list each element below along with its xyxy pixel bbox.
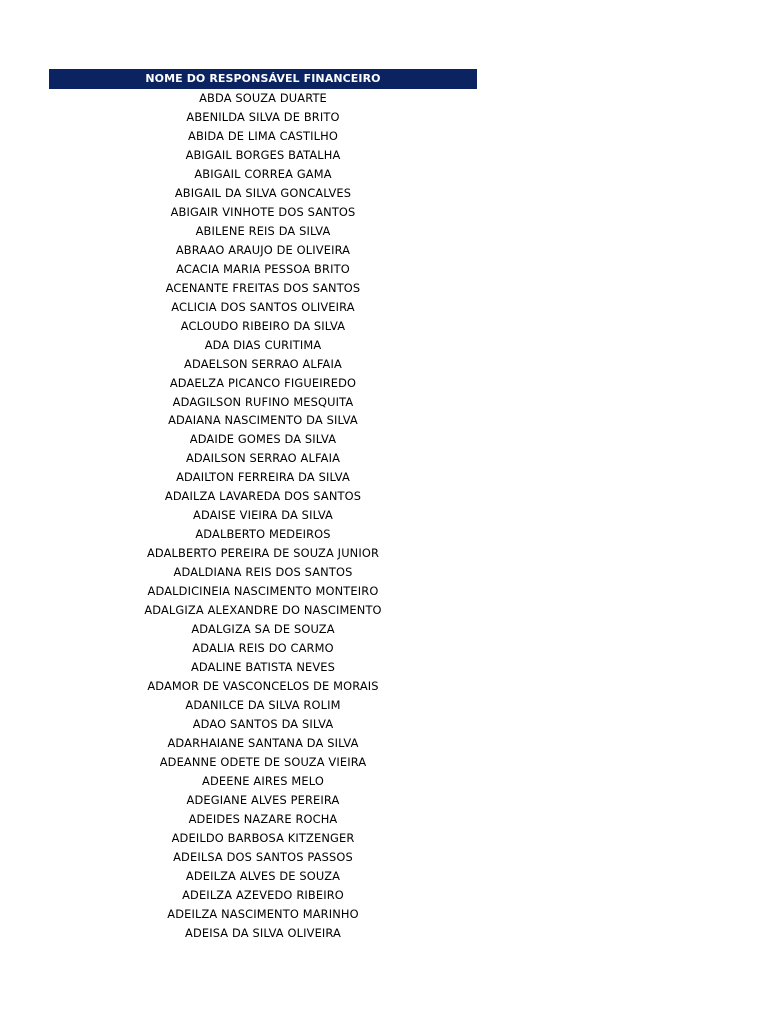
table-row[interactable]: ACLOUDO RIBEIRO DA SILVA [180,318,346,333]
table-row[interactable]: ADAELZA PICANCO FIGUEIREDO [169,375,357,390]
table-row[interactable]: ADAILSON SERRAO ALFAIA [185,451,341,466]
table-row[interactable]: ADEENE AIRES MELO [202,773,324,788]
table-row[interactable]: ACENANTE FREITAS DOS SANTOS [165,280,361,295]
table-row[interactable]: ADAELSON SERRAO ALFAIA [184,356,342,371]
table-row[interactable]: ADEILZA NASCIMENTO MARINHO [167,906,359,921]
table-row[interactable]: ADAILTON FERREIRA DA SILVA [176,470,350,485]
table-row[interactable]: ADANILCE DA SILVA ROLIM [185,698,341,712]
table-row[interactable]: ABDA SOUZA DUARTE [199,91,327,105]
table-row[interactable]: ADALINE BATISTA NEVES [190,660,336,675]
table-row[interactable]: ADAO SANTOS DA SILVA [192,716,334,731]
table-row[interactable]: ADALBERTO PEREIRA DE SOUZA JUNIOR [146,546,380,561]
table-row[interactable]: ACLICIA DOS SANTOS OLIVEIRA [171,299,355,314]
table-row[interactable]: ADEGIANE ALVES PEREIRA [186,792,340,807]
table-row[interactable]: ADARHAIANE SANTANA DA SILVA [167,735,359,750]
table-row[interactable]: ACACIA MARIA PESSOA BRITO [176,261,350,276]
name-list [49,89,477,943]
table-row[interactable]: ABRAAO ARAUJO DE OLIVEIRA [175,242,351,257]
table-row[interactable]: ADAIANA NASCIMENTO DA SILVA [168,413,358,428]
column-header[interactable]: NOME DO RESPONSÁVEL FINANCEIRO [49,69,477,89]
table-row[interactable]: ADEIDES NAZARE ROCHA [188,811,338,826]
table-row[interactable]: ADAGILSON RUFINO MESQUITA [172,394,354,409]
table-row[interactable]: ABIGAIL CORREA GAMA [194,166,332,181]
table-row[interactable]: ABIGAIR VINHOTE DOS SANTOS [170,204,356,219]
table-row[interactable]: ADEILZA ALVES DE SOUZA [185,868,341,883]
table-row[interactable]: ABIDA DE LIMA CASTILHO [188,128,338,143]
table-row[interactable]: ADALIA REIS DO CARMO [192,641,334,656]
table-row[interactable]: ADEISA DA SILVA OLIVEIRA [185,925,341,940]
table-row[interactable]: ADAMOR DE VASCONCELOS DE MORAIS [147,679,379,694]
table-row[interactable]: ADALGIZA ALEXANDRE DO NASCIMENTO [144,603,382,618]
table-row[interactable]: ADAISE VIEIRA DA SILVA [193,508,333,523]
table-row[interactable]: ADEILZA AZEVEDO RIBEIRO [182,887,344,902]
table-row[interactable]: ADEILDO BARBOSA KITZENGER [171,830,355,845]
table-row[interactable]: ADA DIAS CURITIMA [204,337,322,352]
table-row[interactable]: ADALBERTO MEDEIROS [195,527,331,542]
spreadsheet-table [49,69,477,943]
table-row[interactable]: ADALGIZA SA DE SOUZA [191,622,335,637]
table-row[interactable]: ADEANNE ODETE DE SOUZA VIEIRA [159,754,367,769]
table-row[interactable]: ADAIDE GOMES DA SILVA [189,432,337,447]
table-row[interactable]: ABILENE REIS DA SILVA [195,223,331,238]
table-row[interactable]: ADAILZA LAVAREDA DOS SANTOS [164,489,362,504]
table-row[interactable]: ABENILDA SILVA DE BRITO [186,109,340,124]
table-row[interactable]: ADEILSA DOS SANTOS PASSOS [173,849,353,864]
table-row[interactable]: ADALDICINEIA NASCIMENTO MONTEIRO [147,584,379,599]
table-row[interactable]: ADALDIANA REIS DOS SANTOS [173,565,353,580]
table-row[interactable]: ABIGAIL DA SILVA GONCALVES [174,185,352,200]
table-row[interactable]: ABIGAIL BORGES BATALHA [185,147,341,162]
